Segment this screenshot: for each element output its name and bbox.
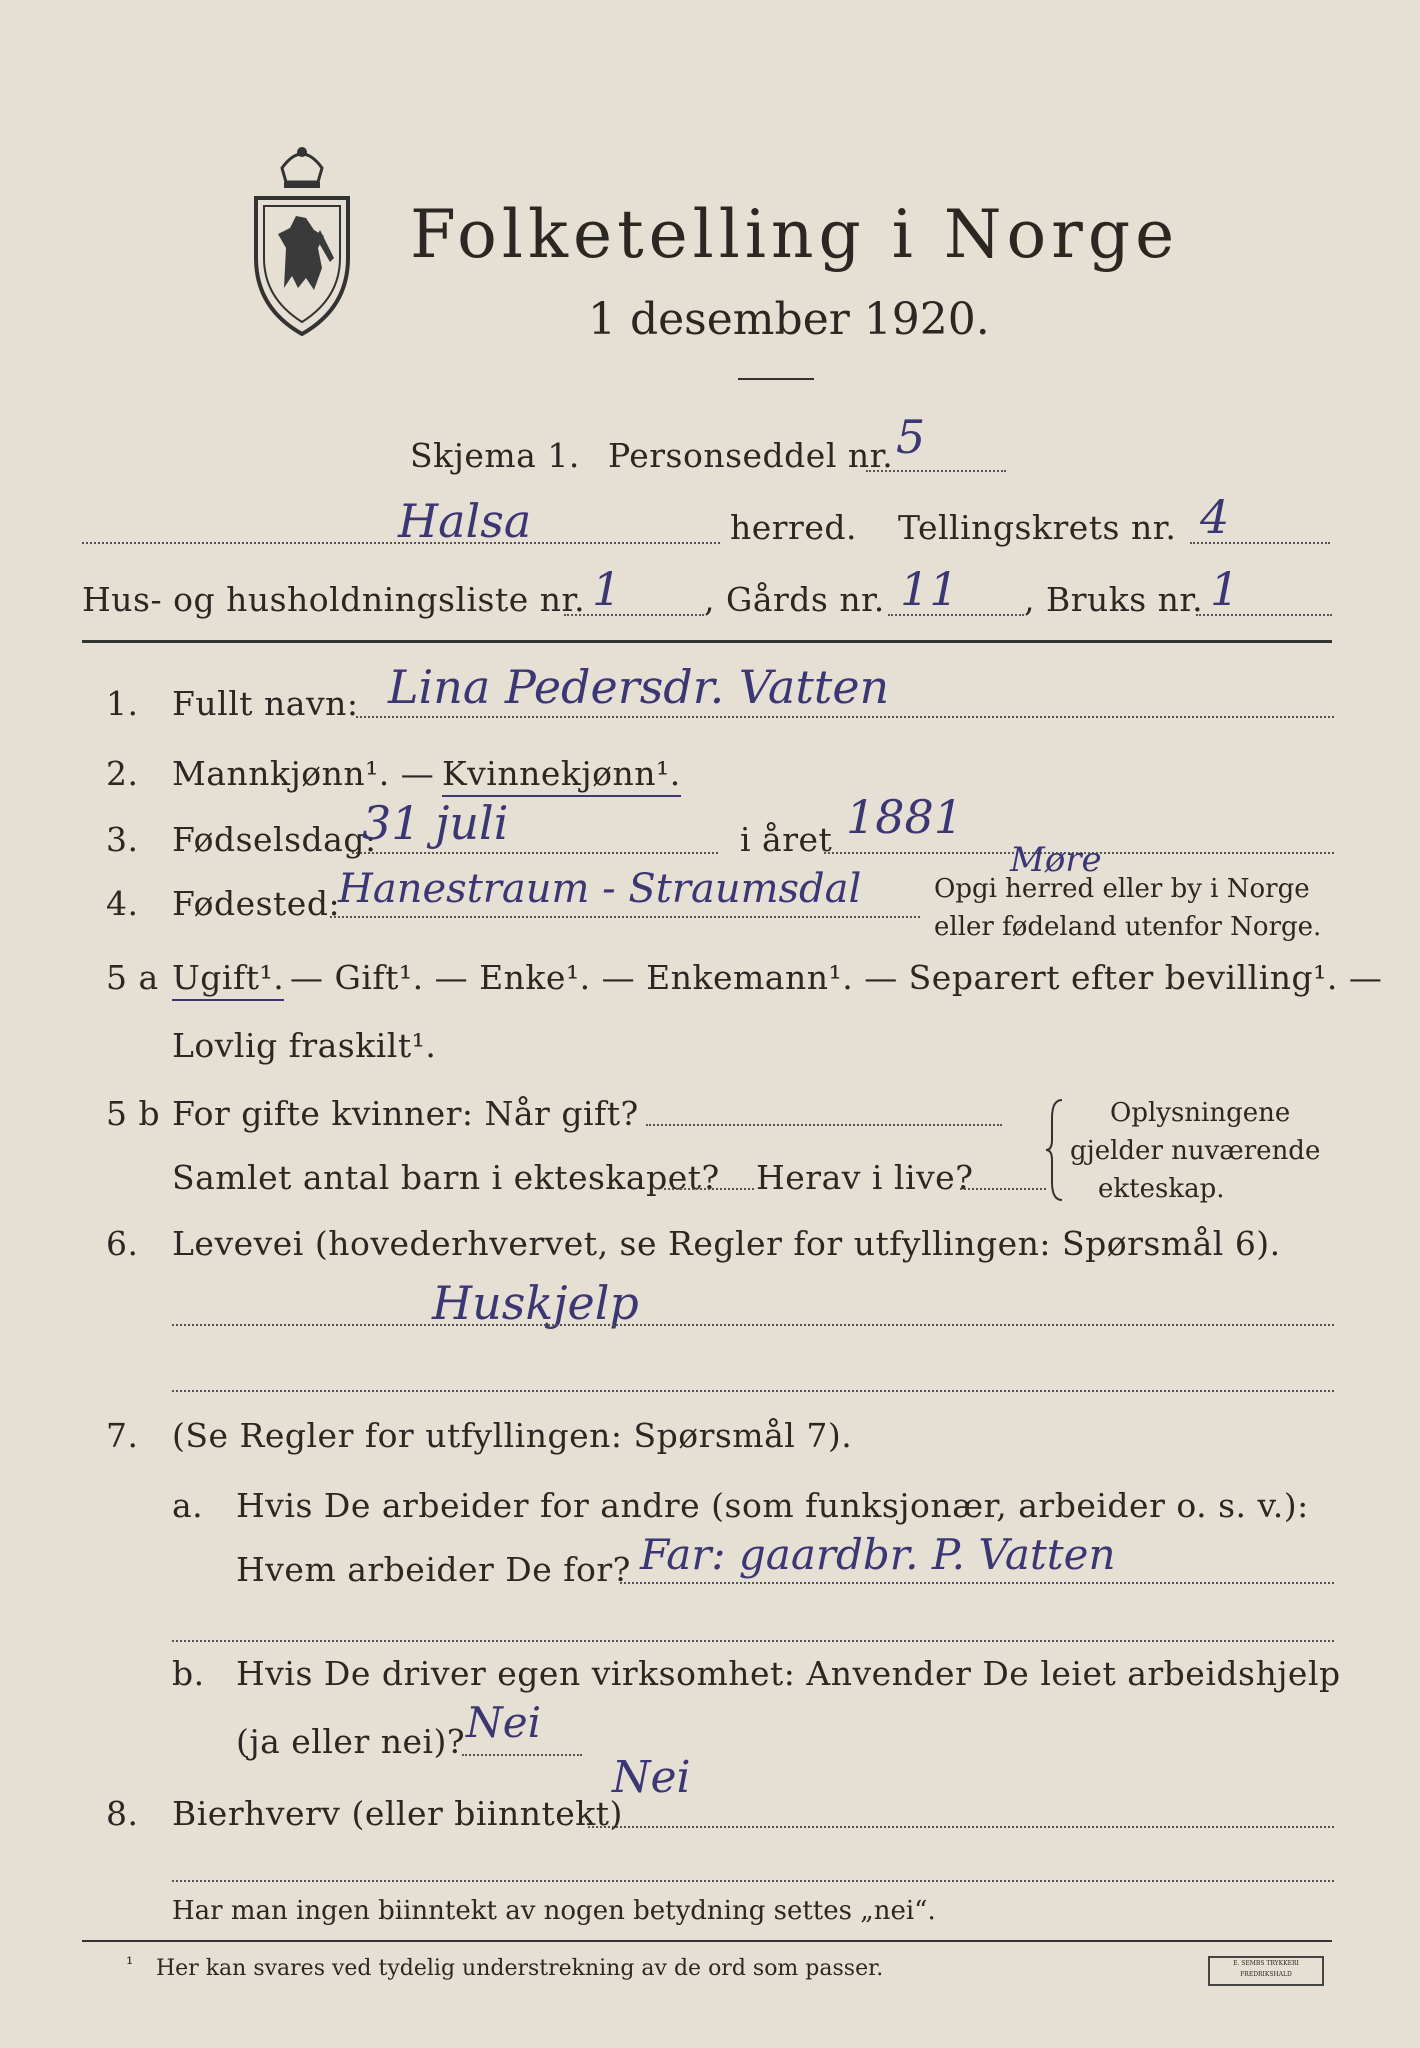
form-date: 1 desember 1920. xyxy=(588,294,990,345)
birthplace-note-value: Møre xyxy=(1010,840,1102,880)
side-income-field[interactable] xyxy=(588,1826,1334,1828)
side-income-field-2[interactable] xyxy=(172,1880,1334,1882)
occupation-field-1[interactable] xyxy=(172,1324,1334,1326)
female-option-underlined[interactable]: Kvinnekjønn¹. xyxy=(442,754,681,797)
employer-field-2[interactable] xyxy=(172,1640,1334,1642)
marital-status-options[interactable]: — Gift¹. — Enke¹. — Enkemann¹. — Separert efter bevilling¹. — xyxy=(290,958,1383,997)
q1-number: 1. xyxy=(106,684,139,723)
birthplace-hint-2: eller fødeland utenfor Norge. xyxy=(934,912,1322,942)
hired-help-value: Nei xyxy=(466,1698,542,1747)
hus-value: 1 xyxy=(592,562,622,616)
q7a-line1: Hvis De arbeider for andre (som funksjonær, arbeider o. s. v.): xyxy=(236,1486,1309,1525)
q7a-letter: a. xyxy=(172,1486,204,1525)
skjema-label: Skjema 1. xyxy=(410,436,580,475)
employer-value: Far: gaardbr. P. Vatten xyxy=(640,1530,1116,1579)
bruks-value: 1 xyxy=(1210,562,1240,616)
marriage-note-2: gjelder nuværende xyxy=(1070,1136,1321,1166)
occupation-label: Levevei (hovederhvervet, se Regler for utfyllingen: Spørsmål 6). xyxy=(172,1224,1281,1263)
side-income-label: Bierhverv (eller biinntekt) xyxy=(172,1794,623,1833)
birthday-value: 31 juli xyxy=(362,796,509,850)
alive-label: Herav i live? xyxy=(756,1158,974,1197)
footnote-text: Her kan svares ved tydelig understrekning av de ord som passer. xyxy=(156,1956,884,1981)
hus-field[interactable] xyxy=(564,614,704,616)
footer-rule xyxy=(82,1940,1332,1942)
personseddel-label: Personseddel nr. xyxy=(608,436,894,475)
header-rule xyxy=(82,640,1332,643)
children-field[interactable] xyxy=(664,1188,754,1190)
divorced-option[interactable]: Lovlig fraskilt¹. xyxy=(172,1026,437,1065)
employer-label: Hvem arbeider De for? xyxy=(236,1550,631,1589)
when-married-label: For gifte kvinner: Når gift? xyxy=(172,1094,639,1133)
q7-label: (Se Regler for utfyllingen: Spørsmål 7). xyxy=(172,1416,853,1455)
when-married-field[interactable] xyxy=(646,1124,1002,1126)
form-title: Folketelling i Norge xyxy=(410,196,1180,273)
q3-number: 3. xyxy=(106,820,139,859)
birthplace-hint-1: Opgi herred eller by i Norge xyxy=(934,874,1310,904)
q7b-line1: Hvis De driver egen virksomhet: Anvender De leiet arbeidshjelp xyxy=(236,1654,1341,1693)
year-label: i året xyxy=(740,820,833,859)
title-divider xyxy=(738,378,814,380)
q6-number: 6. xyxy=(106,1224,139,1263)
hus-label: Hus- og husholdningsliste nr. xyxy=(82,580,586,619)
occupation-field-2[interactable] xyxy=(172,1390,1334,1392)
birth-year-value: 1881 xyxy=(846,790,964,844)
birthday-label: Fødselsdag: xyxy=(172,820,377,859)
brace-icon xyxy=(1044,1098,1068,1202)
alive-field[interactable] xyxy=(960,1188,1046,1190)
q1-label: Fullt navn: xyxy=(172,684,359,723)
gards-label: , Gårds nr. xyxy=(704,580,885,619)
footer-note: Har man ingen biinntekt av nogen betydning settes „nei“. xyxy=(172,1896,936,1926)
birthday-field[interactable] xyxy=(352,852,718,854)
tellingskrets-value: 4 xyxy=(1200,490,1230,544)
norway-coat-of-arms-icon xyxy=(244,138,360,338)
full-name-field[interactable] xyxy=(356,716,1334,718)
q5a-number: 5 a xyxy=(106,958,159,997)
personseddel-value: 5 xyxy=(896,410,926,464)
employer-field[interactable] xyxy=(620,1582,1334,1584)
herred-value: Halsa xyxy=(398,494,532,548)
gards-value: 11 xyxy=(900,562,959,616)
male-option[interactable]: Mannkjønn¹. — xyxy=(172,754,435,793)
bruks-label: , Bruks nr. xyxy=(1024,580,1204,619)
herred-label: herred. xyxy=(730,508,857,547)
hired-help-label: (ja eller nei)? xyxy=(236,1722,466,1761)
personseddel-field[interactable] xyxy=(866,470,1006,472)
children-label: Samlet antal barn i ekteskapet? xyxy=(172,1158,720,1197)
q7-number: 7. xyxy=(106,1416,139,1455)
marriage-note-1: Oplysningene xyxy=(1110,1098,1291,1128)
q5b-number: 5 b xyxy=(106,1094,161,1133)
birthplace-label: Fødested: xyxy=(172,884,341,923)
hired-help-field[interactable] xyxy=(462,1754,582,1756)
q2-number: 2. xyxy=(106,754,139,793)
footnote-marker: ¹ xyxy=(126,1954,134,1975)
occupation-value: Huskjelp xyxy=(432,1276,639,1330)
q7b-letter: b. xyxy=(172,1654,205,1693)
q4-number: 4. xyxy=(106,884,139,923)
marriage-note-3: ekteskap. xyxy=(1098,1174,1225,1204)
birthplace-value: Hanestraum - Straumsdal xyxy=(338,866,862,912)
birthplace-field[interactable] xyxy=(330,916,920,918)
full-name-value: Lina Pedersdr. Vatten xyxy=(388,660,890,714)
printer-stamp: E. SEMBS TRYKKERI FREDRIKSHALD xyxy=(1208,1956,1324,1986)
tellingskrets-label: Tellingskrets nr. xyxy=(898,508,1177,547)
q8-number: 8. xyxy=(106,1794,139,1833)
side-income-value: Nei xyxy=(612,1752,691,1803)
unmarried-option-underlined[interactable]: Ugift¹. xyxy=(172,958,284,1001)
